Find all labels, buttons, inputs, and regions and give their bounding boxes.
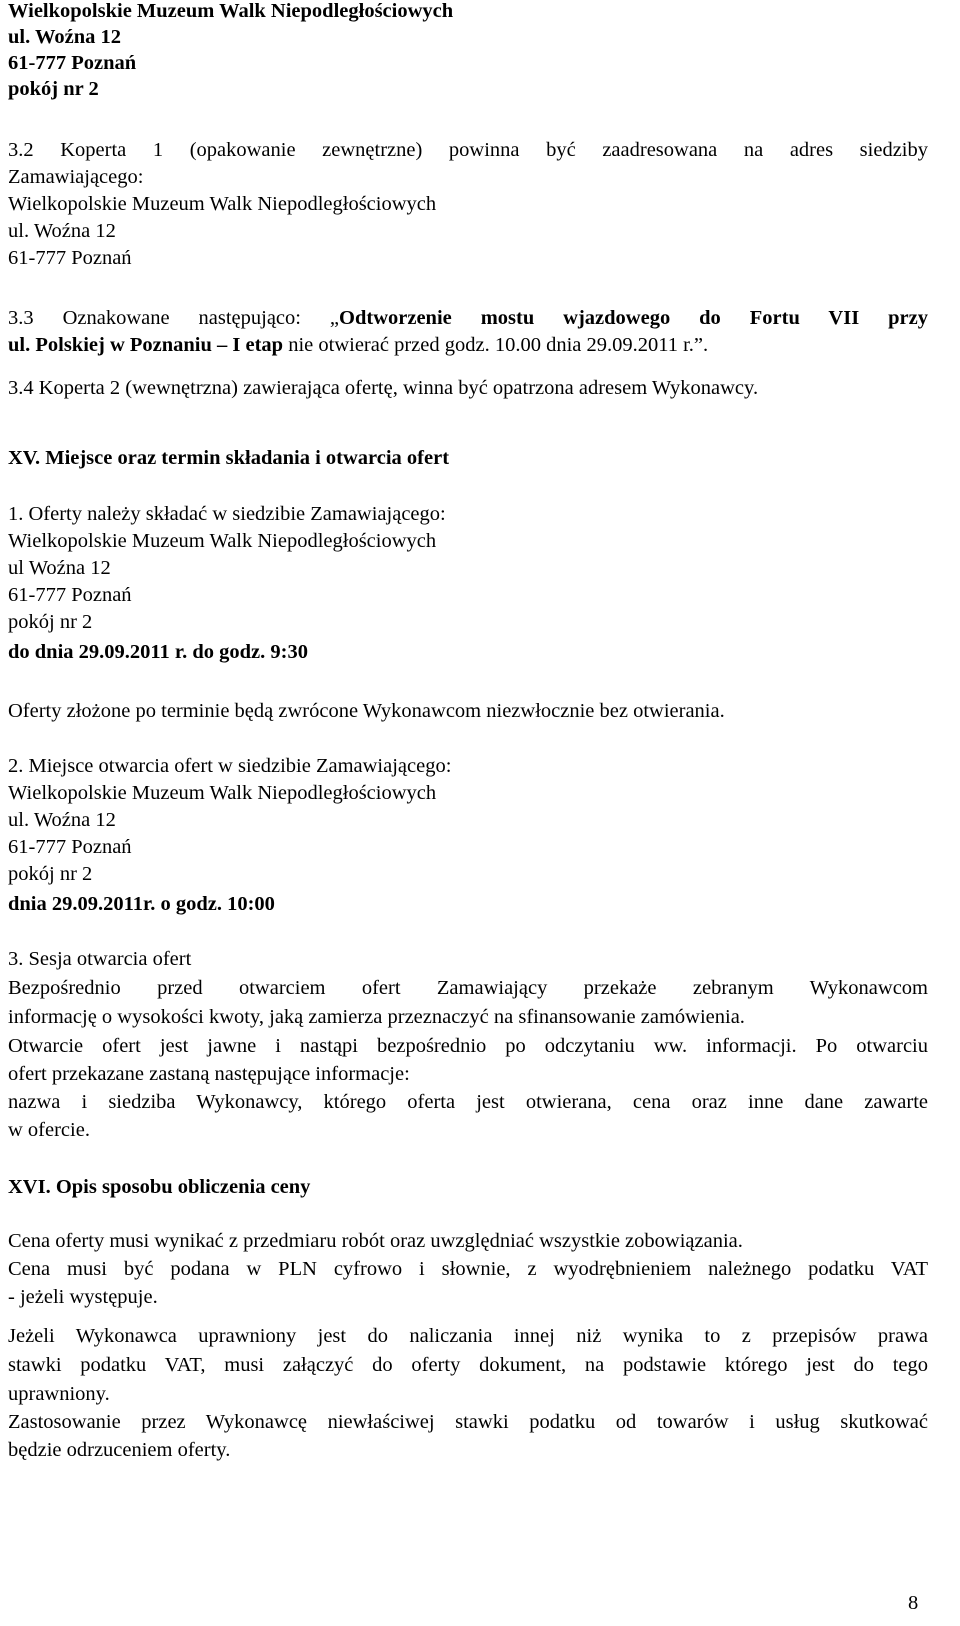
section-3-3-line1 — [8, 303, 928, 333]
section-3-4: 3.4 Koperta 2 (wewnętrzna) zawierająca ofertę, winna być opatrzona adresem Wykonawcy. — [8, 377, 759, 399]
xv-item3-p2-line2: ofert przekazane zastaną następujące informacje: — [8, 1063, 410, 1085]
section-3-2-line1: 3.2 Koperta 1 (opakowanie zewnętrzne) powinna być zaadresowana na adres siedziby — [8, 139, 928, 161]
xv-late-offers: Oferty złożone po terminie będą zwrócone Wykonawcom niezwłocznie bez otwierania. — [8, 700, 725, 722]
address-room: pokój nr 2 — [8, 78, 99, 100]
xv-item3-p2-line1: Otwarcie ofert jest jawne i nastąpi bezpośrednio po odczytaniu ww. informacji. Po otwarciu — [8, 1035, 928, 1057]
xvi-p2-line2: - jeżeli występuje. — [8, 1286, 158, 1308]
section-3-2-name: Wielkopolskie Muzeum Walk Niepodległościowych — [8, 193, 437, 215]
xv-item3-p3-line2: w ofercie. — [8, 1119, 90, 1141]
xvi-p4-line1: Zastosowanie przez Wykonawcę niewłaściwej stawki podatku od towarów i usług skutkować — [8, 1411, 928, 1433]
xv-item2-intro: 2. Miejsce otwarcia ofert w siedzibie Zamawiającego: — [8, 755, 452, 777]
section-xv-heading: XV. Miejsce oraz termin składania i otwarcia ofert — [8, 447, 450, 469]
section-3-2-line2: Zamawiającego: — [8, 166, 144, 188]
xvi-p3-line2: stawki podatku VAT, musi załączyć do oferty dokument, na podstawie którego jest do tego — [8, 1354, 928, 1376]
xv-item2-date: dnia 29.09.2011r. o godz. 10:00 — [8, 893, 275, 915]
xv-item2-room: pokój nr 2 — [8, 863, 93, 885]
section-3-3-rest: nie otwierać przed godz. 10.00 dnia 29.09.2011 r.”. — [283, 334, 709, 356]
section-3-3-title-part2: ul. Polskiej w Poznaniu – I etap — [8, 334, 284, 356]
section-3-3-prefix: 3.3 Oznakowane następująco: „ — [8, 307, 340, 329]
xv-item1-room: pokój nr 2 — [8, 611, 93, 633]
xv-item1-intro: 1. Oferty należy składać w siedzibie Zamawiającego: — [8, 503, 446, 525]
address-city: 61-777 Poznań — [8, 52, 137, 74]
xv-item3-p3-line1: nazwa i siedziba Wykonawcy, którego oferta jest otwierana, cena oraz inne dane zawarte — [8, 1091, 928, 1113]
section-3-3-line2 — [8, 330, 928, 360]
section-3-2-street: ul. Woźna 12 — [8, 220, 116, 242]
section-3-3-title-part1: Odtworzenie mostu wjazdowego do Fortu VII przy — [339, 307, 928, 329]
xv-item1-city: 61-777 Poznań — [8, 584, 132, 606]
xv-item3-p1-line2: informację o wysokości kwoty, jaką zamierza przeznaczyć na sfinansowanie zamówienia. — [8, 1006, 745, 1028]
xv-item1-name: Wielkopolskie Muzeum Walk Niepodległościowych — [8, 530, 437, 552]
xvi-p4-line2: będzie odrzuceniem oferty. — [8, 1439, 231, 1461]
page-number: 8 — [908, 1592, 919, 1614]
section-xvi-heading: XVI. Opis sposobu obliczenia ceny — [8, 1176, 311, 1198]
xvi-p2-line1: Cena musi być podana w PLN cyfrowo i słownie, z wyodrębnieniem należnego podatku VAT — [8, 1258, 928, 1280]
xvi-p1: Cena oferty musi wynikać z przedmiaru robót oraz uwzględniać wszystkie zobowiązania. — [8, 1230, 743, 1252]
xv-item2-city: 61-777 Poznań — [8, 836, 132, 858]
xv-item2-name: Wielkopolskie Muzeum Walk Niepodległościowych — [8, 782, 437, 804]
xvi-p3-line3: uprawniony. — [8, 1383, 110, 1405]
xvi-p3-line1: Jeżeli Wykonawca uprawniony jest do naliczania innej niż wynika to z przepisów prawa — [8, 1325, 928, 1347]
xv-item3-title: 3. Sesja otwarcia ofert — [8, 948, 192, 970]
section-3-2-city: 61-777 Poznań — [8, 247, 132, 269]
address-street: ul. Woźna 12 — [8, 26, 121, 48]
xv-item3-p1-line1: Bezpośrednio przed otwarciem ofert Zamawiający przekaże zebranym Wykonawcom — [8, 977, 928, 999]
xv-item2-street: ul. Woźna 12 — [8, 809, 116, 831]
xv-item1-street: ul Woźna 12 — [8, 557, 111, 579]
xv-item1-deadline: do dnia 29.09.2011 r. do godz. 9:30 — [8, 641, 308, 663]
address-name: Wielkopolskie Muzeum Walk Niepodległościowych — [8, 0, 454, 22]
